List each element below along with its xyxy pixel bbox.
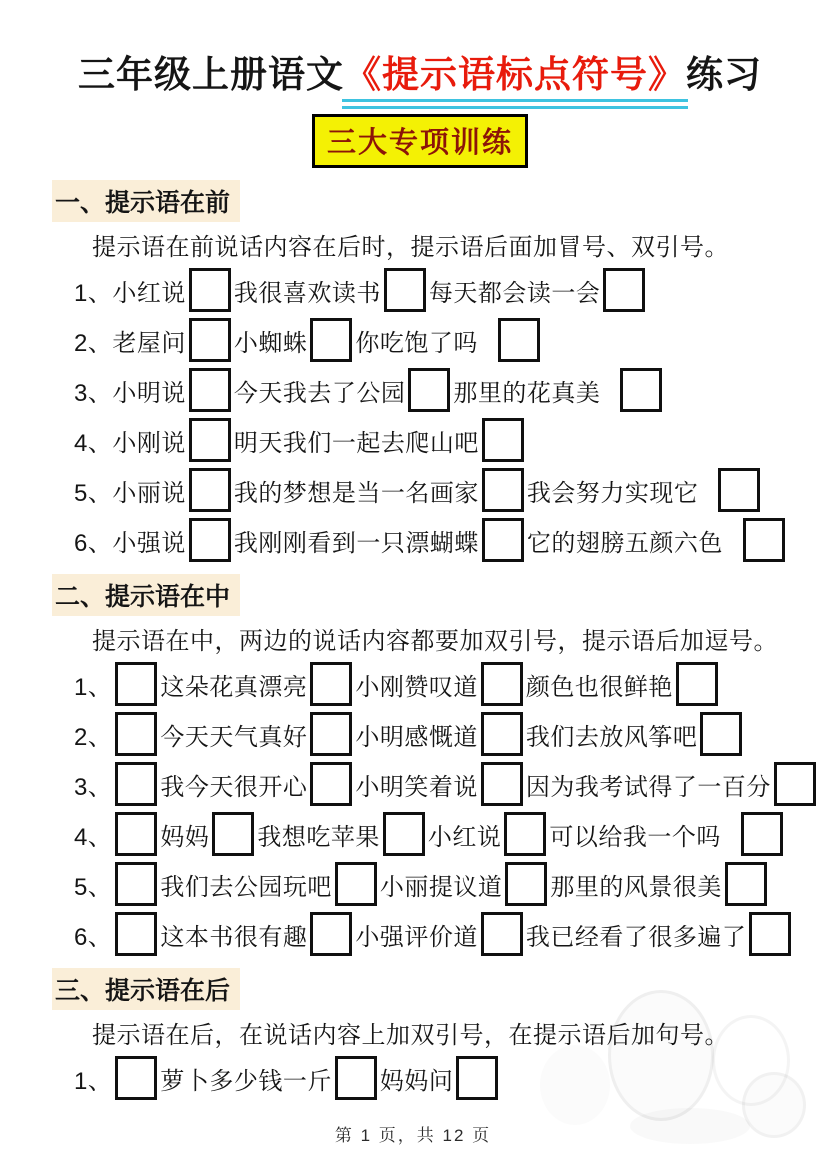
item-text-segment: 那里的花真美 [453, 379, 601, 407]
answer-box[interactable] [310, 912, 352, 956]
answer-box[interactable] [603, 268, 645, 312]
item-text-segment: 我已经看了很多遍了 [525, 923, 747, 951]
answer-box[interactable] [482, 518, 524, 562]
section-2 [52, 562, 802, 956]
item-number: 6、 [74, 923, 113, 951]
item-text-segment: 小刚说 [112, 429, 186, 457]
exercise-item [74, 762, 802, 806]
exercise-item [74, 662, 802, 706]
answer-box[interactable] [189, 468, 231, 512]
answer-box[interactable] [482, 418, 524, 462]
item-number: 5、 [74, 479, 113, 507]
item-number: 4、 [74, 823, 113, 851]
title-prefix: 三年级上册语文 [78, 54, 344, 95]
item-text-segment: 小明笑着说 [355, 773, 478, 801]
item-text-segment: 可以给我一个吗 [549, 823, 721, 851]
item-text-segment: 我刚刚看到一只漂蝴蝶 [233, 529, 479, 557]
item-text-segment: 我的梦想是当一名画家 [233, 479, 479, 507]
exercise-item [74, 518, 802, 562]
item-text-segment: 小明感慨道 [355, 723, 478, 751]
item-number: 6、 [74, 529, 113, 557]
exercise-item [74, 268, 802, 312]
answer-box[interactable] [189, 268, 231, 312]
item-text-segment: 每天都会读一会 [428, 279, 601, 307]
exercise-item [74, 368, 802, 412]
answer-box[interactable] [498, 318, 540, 362]
answer-box[interactable] [481, 662, 523, 706]
answer-box[interactable] [725, 862, 767, 906]
exercise-item [74, 1056, 802, 1100]
answer-box[interactable] [212, 812, 254, 856]
item-number: 1、 [74, 279, 113, 307]
item-text-segment: 小强评价道 [355, 923, 478, 951]
exercise-item [74, 912, 802, 956]
item-text-segment: 我们去公园玩吧 [160, 873, 332, 901]
item-text-segment: 因为我考试得了一百分 [525, 773, 771, 801]
title-highlight: 《提示语标点符号》 [344, 44, 686, 98]
item-number: 3、 [74, 379, 113, 407]
item-text-segment: 它的翅膀五颜六色 [526, 529, 723, 557]
item-text-segment: 小丽提议道 [379, 873, 503, 901]
item-text-segment: 颜色也很鲜艳 [525, 673, 673, 701]
answer-box[interactable] [749, 912, 791, 956]
item-text-segment: 这本书很有趣 [160, 923, 308, 951]
item-number: 5、 [74, 873, 113, 901]
answer-box[interactable] [115, 812, 157, 856]
answer-box[interactable] [718, 468, 760, 512]
answer-box[interactable] [310, 712, 352, 756]
item-text-segment: 小丽说 [112, 479, 186, 507]
item-text-segment: 小强说 [112, 529, 186, 557]
section-explanation: 提示语在前说话内容在后时，提示语后面加冒号、双引号。 [92, 234, 729, 261]
item-text-segment: 小红说 [112, 279, 186, 307]
answer-box[interactable] [481, 912, 523, 956]
answer-box[interactable] [504, 812, 546, 856]
item-number: 3、 [74, 773, 113, 801]
answer-box[interactable] [383, 812, 425, 856]
answer-box[interactable] [115, 912, 157, 956]
item-text-segment: 今天天气真好 [160, 723, 308, 751]
answer-box[interactable] [481, 762, 523, 806]
item-text-segment: 那里的风景很美 [550, 873, 722, 901]
answer-box[interactable] [310, 662, 352, 706]
item-text-segment: 萝卜多少钱一斤 [160, 1067, 332, 1095]
answer-box[interactable] [700, 712, 742, 756]
item-number: 2、 [74, 723, 113, 751]
exercise-item [74, 318, 802, 362]
item-text-segment: 妈妈问 [379, 1067, 454, 1095]
title-suffix: 练习 [686, 54, 762, 95]
answer-box[interactable] [408, 368, 450, 412]
item-text-segment: 我会努力实现它 [526, 479, 699, 507]
answer-box[interactable] [505, 862, 547, 906]
item-text-segment: 小刚赞叹道 [355, 673, 478, 701]
answer-box[interactable] [676, 662, 718, 706]
page-title [38, 44, 802, 98]
exercise-item [74, 712, 802, 756]
section-heading: 一、提示语在前 [52, 180, 240, 222]
answer-box[interactable] [335, 1056, 377, 1100]
section-1 [52, 168, 802, 562]
answer-box[interactable] [743, 518, 785, 562]
sections-container [52, 168, 802, 1100]
item-text-segment: 老屋问 [112, 329, 186, 357]
item-text-segment: 我很喜欢读书 [233, 279, 381, 307]
answer-box[interactable] [115, 862, 157, 906]
item-text-segment: 小红说 [427, 823, 502, 851]
subtitle-row [38, 114, 802, 168]
answer-box[interactable] [189, 518, 231, 562]
exercise-item [74, 418, 802, 462]
answer-box[interactable] [189, 368, 231, 412]
answer-box[interactable] [115, 712, 157, 756]
answer-box[interactable] [115, 662, 157, 706]
answer-box[interactable] [335, 862, 377, 906]
section-explanation: 提示语在后，在说话内容上加双引号，在提示语后加句号。 [92, 1022, 729, 1049]
answer-box[interactable] [189, 418, 231, 462]
answer-box[interactable] [620, 368, 662, 412]
section-explanation: 提示语在中，两边的说话内容都要加双引号，提示语后加逗号。 [92, 628, 778, 655]
item-text-segment: 小蜘蛛 [233, 329, 308, 357]
item-text-segment: 我们去放风筝吧 [525, 723, 698, 751]
exercise-item [74, 862, 802, 906]
item-text-segment: 妈妈 [160, 823, 210, 851]
answer-box[interactable] [741, 812, 783, 856]
item-text-segment: 小明说 [112, 379, 186, 407]
section-heading: 三、提示语在后 [52, 968, 240, 1010]
answer-box[interactable] [115, 1056, 157, 1100]
answer-box[interactable] [115, 762, 157, 806]
item-text-segment: 我今天很开心 [160, 773, 308, 801]
item-text-segment: 你吃饱了吗 [355, 329, 478, 357]
section-heading: 二、提示语在中 [52, 574, 240, 616]
answer-box[interactable] [189, 318, 231, 362]
answer-box[interactable] [384, 268, 426, 312]
answer-box[interactable] [310, 318, 352, 362]
item-number: 1、 [74, 673, 113, 701]
answer-box[interactable] [482, 468, 524, 512]
section-3 [52, 956, 802, 1100]
page-footer: 第 1 页，共 12 页 [334, 1126, 492, 1145]
answer-box[interactable] [774, 762, 816, 806]
answer-box[interactable] [310, 762, 352, 806]
answer-box[interactable] [456, 1056, 498, 1100]
item-number: 1、 [74, 1067, 113, 1095]
answer-box[interactable] [481, 712, 523, 756]
subtitle-badge: 三大专项训练 [312, 114, 528, 168]
exercise-item [74, 812, 802, 856]
exercise-item [74, 468, 802, 512]
item-text-segment: 明天我们一起去爬山吧 [233, 429, 479, 457]
item-text-segment: 今天我去了公园 [233, 379, 406, 407]
item-text-segment: 这朵花真漂亮 [160, 673, 308, 701]
item-number: 4、 [74, 429, 113, 457]
item-text-segment: 我想吃苹果 [257, 823, 380, 851]
item-number: 2、 [74, 329, 113, 357]
